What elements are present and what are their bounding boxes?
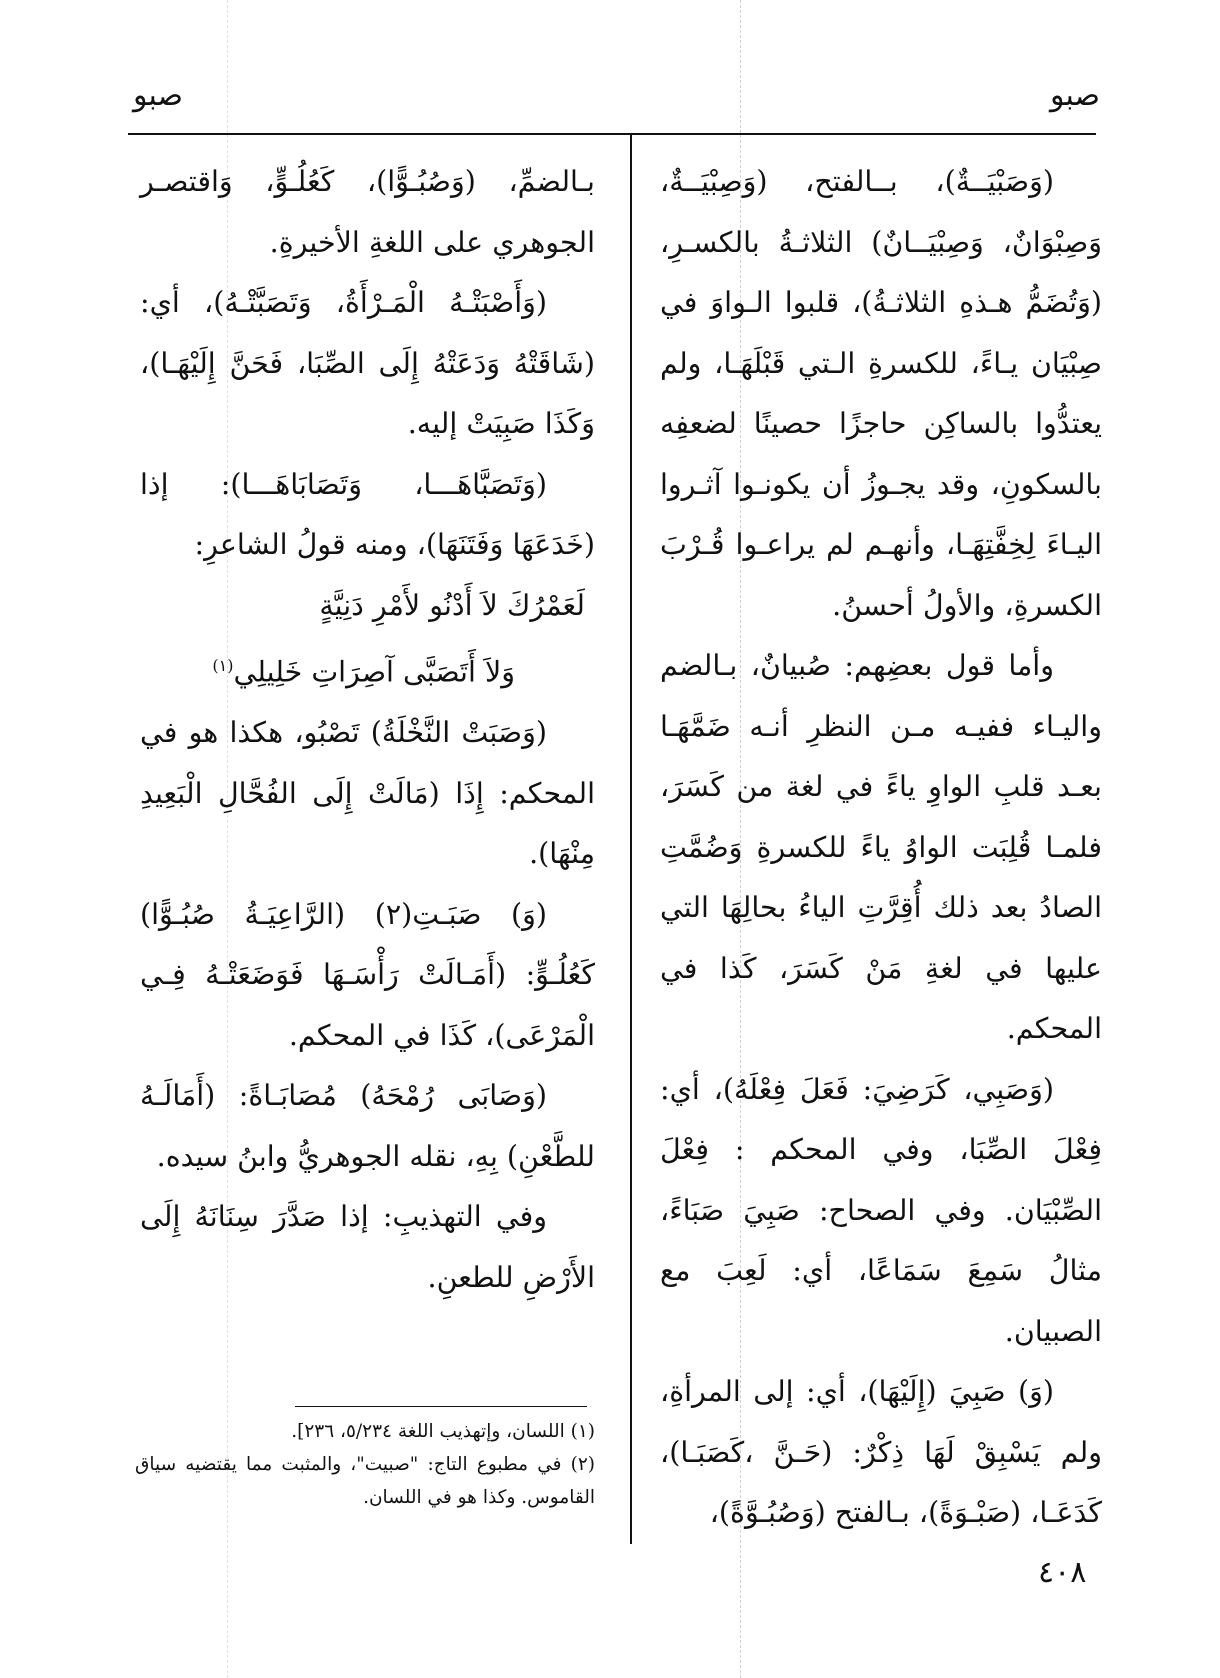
- entry-paragraph: (وَصَبِي، كَرَضِيَ: فَعَلَ فِعْلَهُ)، أي: فِعْلَ الصِّبَا، وفي المحكم : فِعْلَ الصِّبْيَان. وفي الصحاح: صَبِيَ صَبَاءً، مثالُ سَمِعَ سَمَاعًا، أي: لَعِبَ مع الصبيان.: [660, 1072, 1102, 1348]
- footnotes: [135, 1415, 595, 1514]
- running-header-right: صبو: [1049, 78, 1100, 113]
- footnote-1: (١) اللسان، وإتهذيب اللغة ٥/٢٣٤، ٢٣٦].: [291, 1421, 595, 1442]
- entry-paragraph: (وَصَبَتْ النَّخْلَةُ) تَصْبُو، هكذا هو في المحكم: إِذَا (مَالَتْ إِلَى الفُحَّالِ الْبَعِيدِ مِنْهَا).: [140, 716, 595, 870]
- page-number: ٤٠٨: [1038, 1555, 1087, 1590]
- entry-paragraph: بـالضمِّ، (وَصُبُـوًّا)، كَعُلُـوٍّ، وَاقتصـر الجوهري على اللغةِ الأخيرةِ.: [140, 165, 595, 259]
- footnote-ref: (١): [212, 656, 234, 675]
- entry-paragraph: (وَأَصْبَتْـهُ الْمَـرْأَةُ، وَتَصَبَّتْـهُ)، أي: (شَاقَتْهُ وَدَعَتْهُ إِلَى الصِّبَا، فَحَنَّ إِلَيْهَـا)، وَكَذَا صَبِيَتْ إليه.: [140, 286, 595, 440]
- poem-verse-text: وَلاَ أَتَصَبَّى آصِرَاتِ خَلِيلِي: [233, 655, 515, 689]
- right-column: [660, 152, 1102, 1544]
- entry-paragraph: (وَ) صَبِيَ (إِلَيْهَا)، أي: إلى المرأةِ، ولم يَسْبِقْ لَهَا ذِكْرٌ: (حَـنَّ ،كَصَبَـا)، كَدَعَـا، (صَبْـوَةً)، بـالفتح (وَصُبُـوَّةً)،: [660, 1375, 1102, 1529]
- header-rule: [128, 133, 1096, 135]
- entry-paragraph: وفي التهذيبِ: إذا صَدَّرَ سِنَانَهُ إِلَى الأَرْضِ للطعنِ.: [140, 1200, 595, 1294]
- entry-paragraph: (وَصَبْيَــةٌ)، بــالفتح، (وَصِبْيَــةٌ، وَصِبْوَانٌ، وَصِبْيَــانٌ) الثلاثـةُ بالكسـرِ، (وَتُضَمُّ هـذهِ الثلاثـةُ)، قلبوا الـواوَ في صِبْيَان يـاءً، للكسرةِ الـتي قَبْلَهَـا، ولم يعتدُّوا بالساكِن حاجزًا حصينًا لضعفِه بالسكونِ، وقد يجـوزُ أن يكونـوا آثـروا اليـاءَ لِخِفَّتِهَـا، وأنهـم لم يراعـوا قُـرْبَ الكسرةِ، والأولُ أحسنُ.: [660, 165, 1102, 622]
- footnote-2: (٢) في مطبوع التاج: "صبيت"، والمثبت مما يقتضيه سياق القاموس. وكذا هو في اللسان.: [135, 1454, 595, 1508]
- poem-verse-line-2: [140, 636, 595, 703]
- entry-paragraph: (وَتَصَبَّاهَـــا، وَتَصَابَاهَـــا): إذا (خَدَعَهَا وَفَتَنَهَا)، ومنه قولُ الشاعرِ:: [140, 467, 595, 561]
- column-divider: [630, 134, 632, 1544]
- entry-paragraph: وأما قول بعضِهم: صُبيانٌ، بـالضم واليـاء ففيـه مـن النظرِ أنـه ضَمَّهَـا بعـد قلبِ الواوِ ياءً في لغة من كَسَرَ، فلمـا قُلِبَت الواوُ ياءً للكسرةِ وَضُمَّتِ الصادُ بعد ذلك أُقِرَّتِ الياءُ بحالِهَا التي عليها في لغةِ مَنْ كَسَرَ، كَذا في المحكم.: [660, 649, 1102, 1045]
- running-header-left: صبو: [133, 78, 184, 113]
- left-column: [140, 152, 595, 1308]
- entry-paragraph: (وَ) صَبَـتِ(٢) (الرَّاعِيَـةُ صُبُـوًّا) كَعُلُـوٍّ: (أَمَـالَتْ رَأْسَـهَا فَوَضَعَتْـهُ فِـي الْمَرْعَى)، كَذَا في المحكم.: [140, 897, 595, 1052]
- entry-paragraph: (وَصَابَى رُمْحَهُ) مُصَابَـاةً: (أَمَالَـهُ للطَّعْنِ) بِهِ، نقله الجوهريُّ وابنُ سيده.: [140, 1079, 595, 1173]
- footnote-rule: [295, 1406, 587, 1407]
- poem-verse-line-1: لَعَمْرُكَ لاَ أَدْنُو لأَمْرِ دَنِيَّةٍ: [319, 588, 585, 622]
